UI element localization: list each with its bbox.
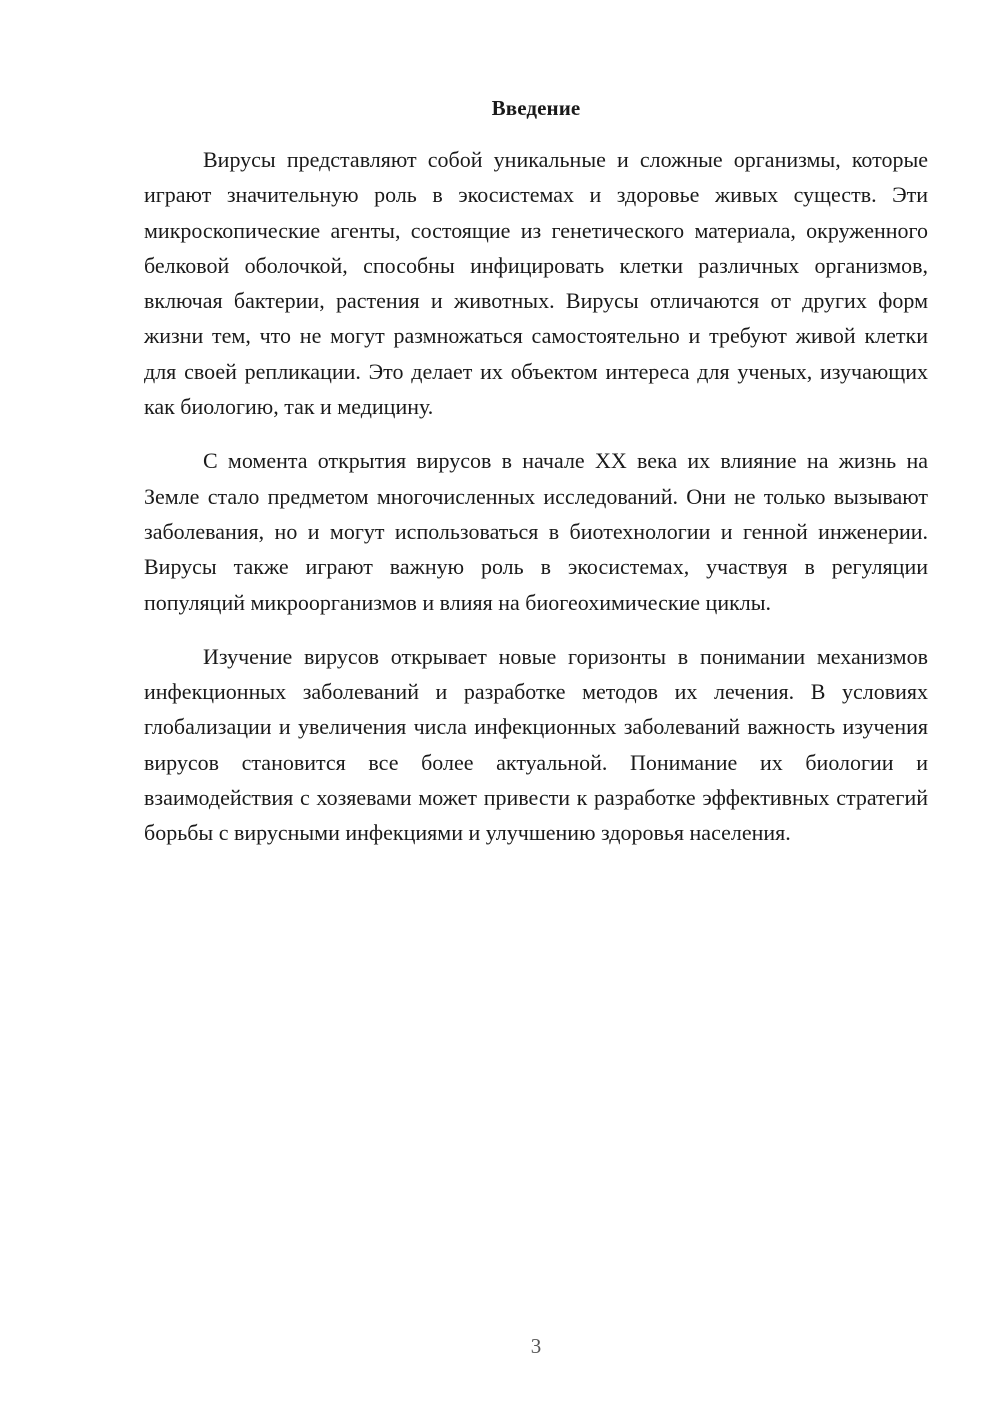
paragraph-1: Вирусы представляют собой уникальные и сложные организмы, которые играют значительную роль в экосистемах и здоровье живых существ. Эти микроскопические агенты, состоящие из генетического материала, окруженного белковой оболочкой, способны инфицировать клетки различных организмов, включая бактерии, растения и животных. Вирусы отличаются от других форм жизни тем, что не могут размножаться самостоятельно и требуют живой клетки для своей репликации. Это делает их объектом интереса для ученых, изучающих как биологию, так и медицину. (144, 147, 928, 420)
page-number: 3 (530, 1334, 542, 1358)
paragraph-2: С момента открытия вирусов в начале XX века их влияние на жизнь на Земле стало предметом многочисленных исследований. Они не только вызывают заболевания, но и могут использоваться в биотехнологии и генной инженерии. Вирусы также играют важную роль в экосистемах, участвуя в регуляции популяций микроорганизмов и влияя на биогеохимические циклы. (144, 448, 928, 615)
section-heading: Введение (491, 96, 581, 120)
body-text (144, 142, 928, 870)
paragraph-3: Изучение вирусов открывает новые горизонты в понимании механизмов инфекционных заболеваний и разработке методов их лечения. В условиях глобализации и увеличения числа инфекционных заболеваний важность изучения вирусов становится все более актуальной. Понимание их биологии и взаимодействия с хозяевами может привести к разработке эффективных стратегий борьбы с вирусными инфекциями и улучшению здоровья населения. (144, 643, 928, 846)
